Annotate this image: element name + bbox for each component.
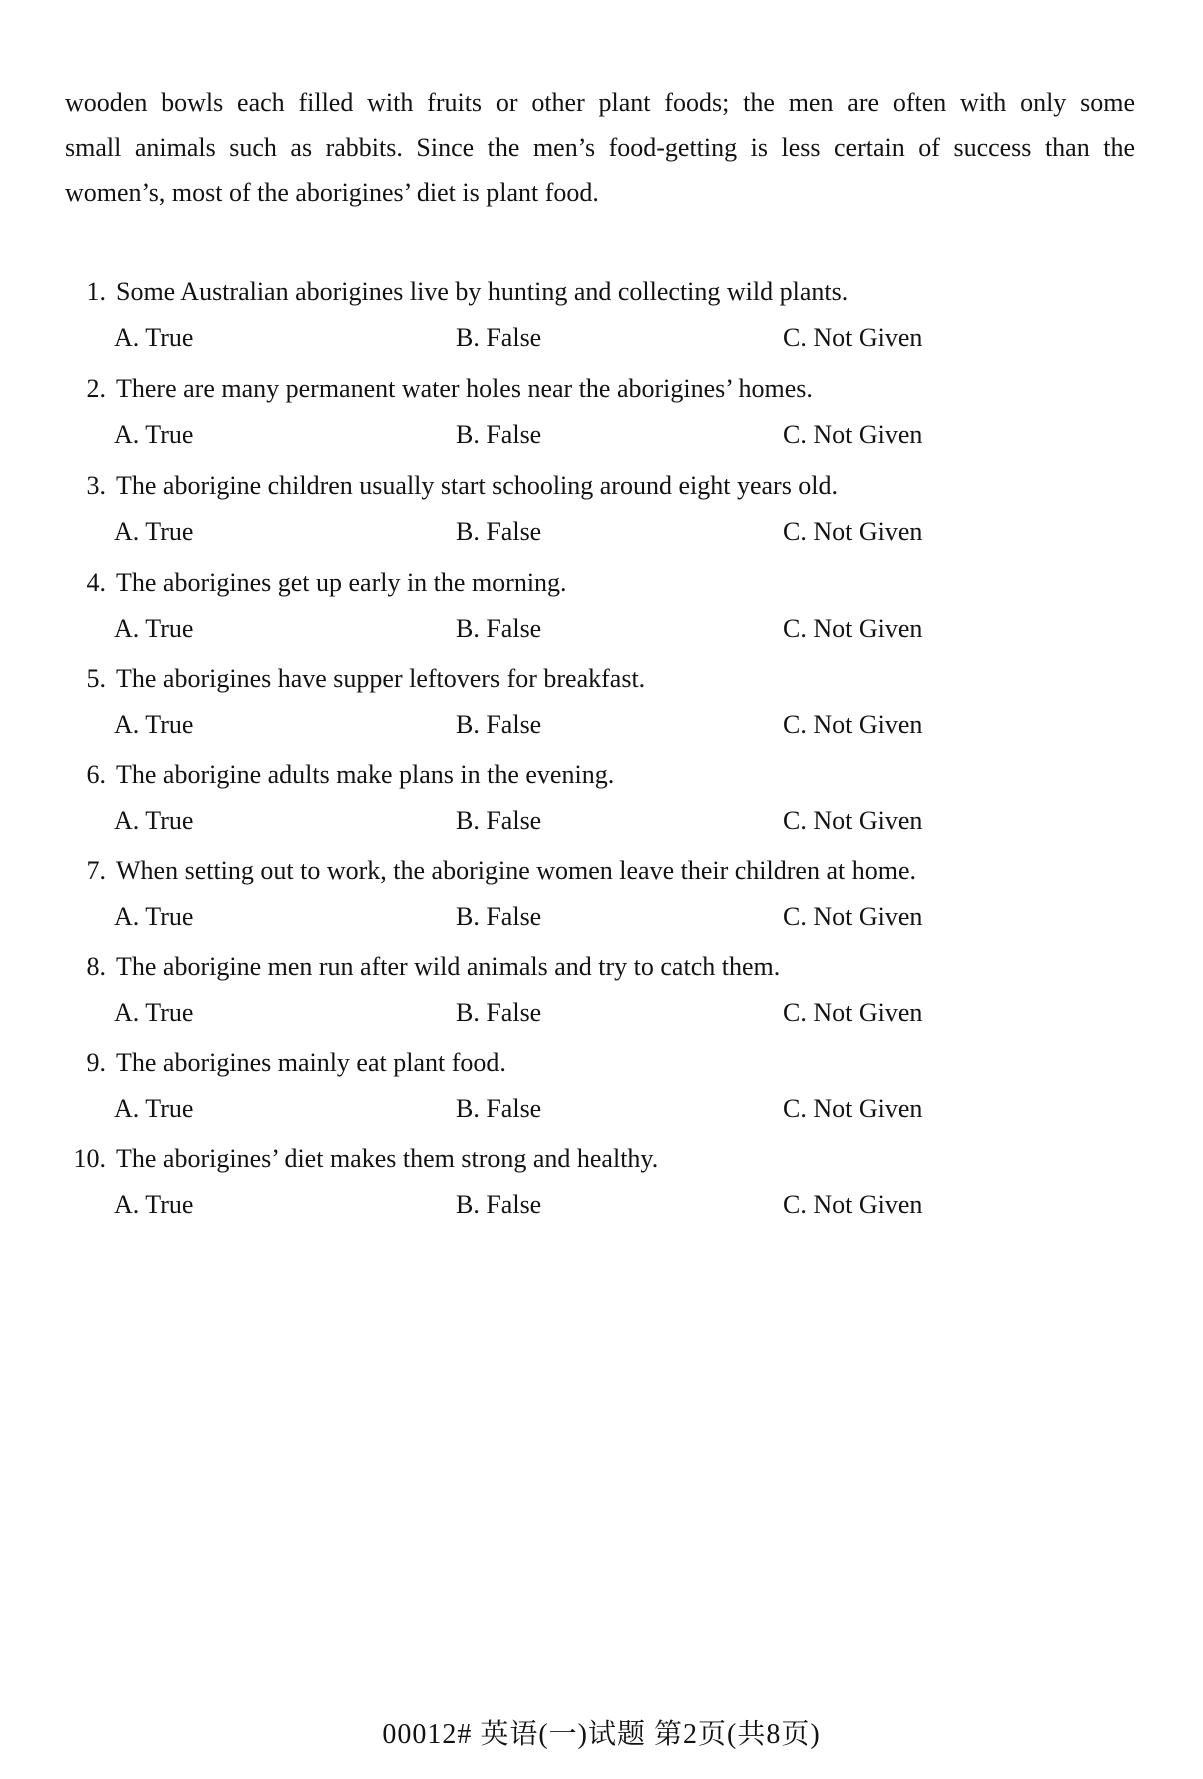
- question-number: 3.: [86, 471, 106, 500]
- question-8: [0, 951, 1203, 1047]
- question-3: [0, 470, 1203, 566]
- option-a-true: A. True: [114, 1094, 194, 1123]
- options-row: [0, 1189, 1203, 1221]
- option-b-false: B. False: [456, 710, 542, 739]
- options-row: [0, 805, 1203, 837]
- intro-line-2: small animals such as rabbits. Since the men’s food-getting is less certain of success than the: [65, 133, 1135, 162]
- option-c-not-given: C. Not Given: [783, 1094, 923, 1123]
- option-c-not-given: C. Not Given: [783, 420, 923, 449]
- option-c-not-given: C. Not Given: [783, 806, 923, 835]
- question-number: 8.: [86, 952, 106, 981]
- question-text: There are many permanent water holes near the aborigines’ homes.: [116, 374, 813, 403]
- question-text: The aborigine children usually start schooling around eight years old.: [116, 471, 839, 500]
- question-number: 4.: [86, 568, 106, 597]
- option-c-not-given: C. Not Given: [783, 323, 923, 352]
- intro-paragraph: [65, 80, 1135, 215]
- question-1: [0, 276, 1203, 372]
- option-a-true: A. True: [114, 420, 194, 449]
- option-a-true: A. True: [114, 902, 194, 931]
- option-c-not-given: C. Not Given: [783, 902, 923, 931]
- question-10: [0, 1143, 1203, 1239]
- question-number: 9.: [86, 1048, 106, 1077]
- option-a-true: A. True: [114, 710, 194, 739]
- question-text: The aborigine men run after wild animals and try to catch them.: [116, 952, 781, 981]
- question-text: The aborigines mainly eat plant food.: [116, 1048, 506, 1077]
- option-c-not-given: C. Not Given: [783, 1190, 923, 1219]
- options-row: [0, 1093, 1203, 1125]
- question-number: 7.: [86, 856, 106, 885]
- intro-line-3: women’s, most of the aborigines’ diet is plant food.: [65, 178, 599, 207]
- question-2: [0, 373, 1203, 469]
- option-b-false: B. False: [456, 806, 542, 835]
- options-row: [0, 322, 1203, 354]
- option-c-not-given: C. Not Given: [783, 614, 923, 643]
- question-7: [0, 855, 1203, 951]
- option-a-true: A. True: [114, 806, 194, 835]
- question-4: [0, 567, 1203, 663]
- option-b-false: B. False: [456, 998, 542, 1027]
- option-c-not-given: C. Not Given: [783, 517, 923, 546]
- option-c-not-given: C. Not Given: [783, 710, 923, 739]
- question-number: 1.: [86, 277, 106, 306]
- question-5: [0, 663, 1203, 759]
- option-a-true: A. True: [114, 998, 194, 1027]
- question-text: The aborigines have supper leftovers for breakfast.: [116, 664, 646, 693]
- options-row: [0, 997, 1203, 1029]
- option-b-false: B. False: [456, 614, 542, 643]
- option-a-true: A. True: [114, 614, 194, 643]
- option-b-false: B. False: [456, 323, 542, 352]
- option-a-true: A. True: [114, 323, 194, 352]
- intro-line-1: wooden bowls each filled with fruits or other plant foods; the men are often with only some: [65, 88, 1135, 117]
- option-b-false: B. False: [456, 517, 542, 546]
- options-row: [0, 516, 1203, 548]
- option-b-false: B. False: [456, 420, 542, 449]
- question-text: The aborigine adults make plans in the evening.: [116, 760, 615, 789]
- question-text: The aborigines’ diet makes them strong and healthy.: [116, 1144, 659, 1173]
- options-row: [0, 709, 1203, 741]
- option-b-false: B. False: [456, 902, 542, 931]
- option-b-false: B. False: [456, 1094, 542, 1123]
- question-number: 2.: [86, 374, 106, 403]
- options-row: [0, 901, 1203, 933]
- question-text: Some Australian aborigines live by hunting and collecting wild plants.: [116, 277, 849, 306]
- question-text: The aborigines get up early in the morning.: [116, 568, 567, 597]
- question-6: [0, 759, 1203, 855]
- options-row: [0, 419, 1203, 451]
- question-number: 6.: [86, 760, 106, 789]
- page-footer: 00012# 英语(一)试题 第2页(共8页): [382, 1719, 821, 1750]
- question-number: 10.: [73, 1144, 106, 1173]
- options-row: [0, 613, 1203, 645]
- question-number: 5.: [86, 664, 106, 693]
- option-a-true: A. True: [114, 517, 194, 546]
- question-9: [0, 1047, 1203, 1143]
- option-a-true: A. True: [114, 1190, 194, 1219]
- option-b-false: B. False: [456, 1190, 542, 1219]
- question-text: When setting out to work, the aborigine women leave their children at home.: [116, 856, 916, 885]
- option-c-not-given: C. Not Given: [783, 998, 923, 1027]
